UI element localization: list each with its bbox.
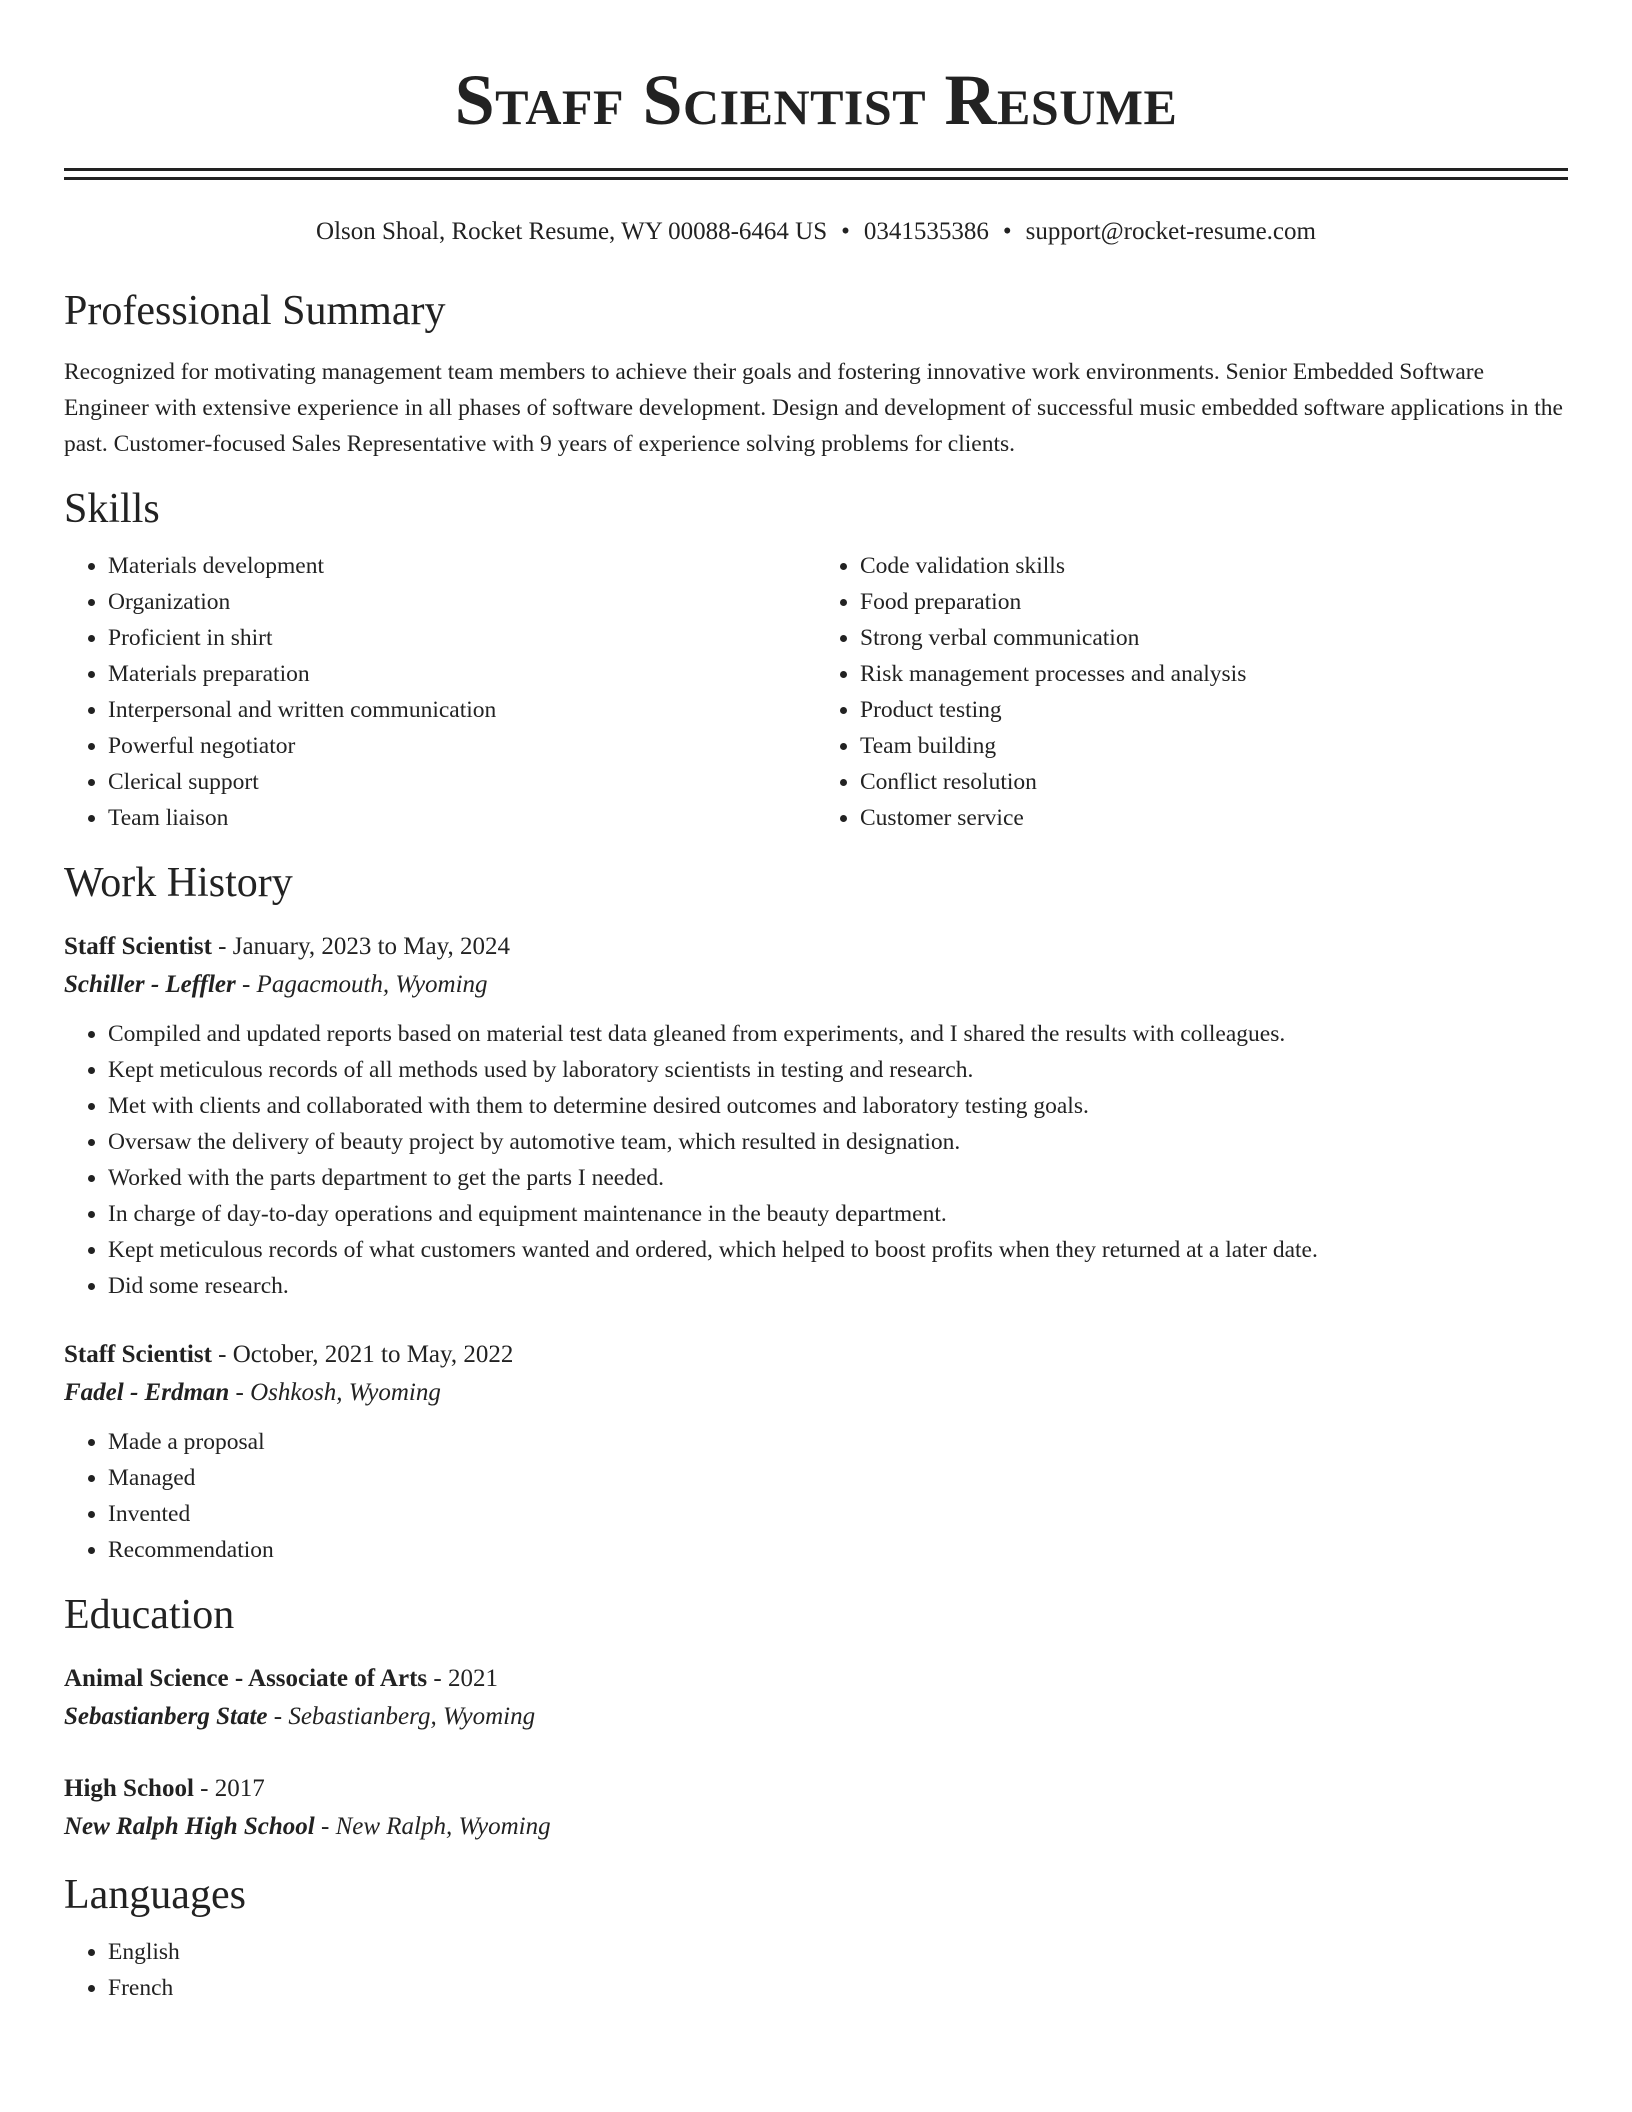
education-school-line — [64, 1808, 1568, 1846]
job-bullet: • Made a proposal — [108, 1424, 1568, 1460]
summary-text: Recognized for motivating management team members to achieve their goals and fostering innovative work environments. Senior Embedded Software Engineer with extensive experience in all phases of software development. Design and development of successful music embedded software applications in the past. Customer-focused Sales Representative with 9 years of experience solving problems for clients. — [64, 359, 1563, 457]
job-title: Staff Scientist — [64, 1341, 212, 1368]
job-bullet: • Kept meticulous records of all methods used by laboratory scientists in testing and research. — [108, 1052, 1568, 1088]
education-entry — [64, 1770, 1568, 1846]
skills-list-right — [816, 548, 1568, 836]
job-bullet: • In charge of day-to-day operations and equipment maintenance in the beauty department. — [108, 1196, 1568, 1232]
education-degree-line — [64, 1660, 1568, 1698]
job-title-line — [64, 1336, 1568, 1374]
job-title-line — [64, 928, 1568, 966]
job-entry — [64, 928, 1568, 1304]
job-company-line — [64, 966, 1568, 1004]
education-location: - New Ralph, Wyoming — [314, 1813, 551, 1840]
education-year: - 2021 — [427, 1665, 498, 1692]
education-entry — [64, 1660, 1568, 1736]
job-bullet: • Invented — [108, 1496, 1568, 1532]
contact-phone: 0341535386 — [863, 218, 989, 245]
job-bullet: • Compiled and updated reports based on material test data gleaned from experiments, and I shared the results with colleagues. — [108, 1016, 1568, 1052]
education-school: New Ralph High School — [64, 1813, 315, 1840]
job-bullet: • Worked with the parts department to get the parts I needed. — [108, 1160, 1568, 1196]
skill-item: • Code validation skills — [860, 548, 1568, 584]
job-location: - Pagacmouth, Wyoming — [235, 971, 488, 998]
education-school-line — [64, 1698, 1568, 1736]
skill-item: • Product testing — [860, 692, 1568, 728]
education-degree: High School — [64, 1775, 194, 1802]
contact-separator: • — [841, 218, 850, 245]
skill-item: • Powerful negotiator — [108, 728, 816, 764]
language-item: • French — [108, 1970, 1568, 2006]
job-bullet: • Managed — [108, 1460, 1568, 1496]
job-bullets — [64, 1424, 1568, 1568]
job-bullet: • Met with clients and collaborated with them to determine desired outcomes and laboratory testing goals. — [108, 1088, 1568, 1124]
job-bullets — [64, 1016, 1568, 1304]
education-degree: Animal Science - Associate of Arts — [64, 1665, 428, 1692]
work-history-heading: Work History — [64, 860, 293, 906]
skill-item: • Team building — [860, 728, 1568, 764]
contact-address: Olson Shoal, Rocket Resume, WY 00088-6464 US — [316, 218, 828, 245]
skill-item: • Organization — [108, 584, 816, 620]
education-degree-line — [64, 1770, 1568, 1808]
skill-item: • Proficient in shirt — [108, 620, 816, 656]
skills-list-left — [64, 548, 816, 836]
skill-item: • Clerical support — [108, 764, 816, 800]
education-location: - Sebastianberg, Wyoming — [267, 1703, 536, 1730]
job-company: Fadel - Erdman — [64, 1379, 230, 1406]
skills-columns — [64, 548, 1568, 836]
job-dates: - October, 2021 to May, 2022 — [211, 1341, 514, 1368]
title-rule-top — [64, 168, 1568, 171]
skill-item: • Team liaison — [108, 800, 816, 836]
skill-item: • Customer service — [860, 800, 1568, 836]
job-bullet: • Kept meticulous records of what customers wanted and ordered, which helped to boost profits when they returned at a later date. — [108, 1232, 1568, 1268]
job-bullet: • Did some research. — [108, 1268, 1568, 1304]
languages-heading: Languages — [64, 1872, 246, 1918]
skill-item: • Interpersonal and written communication — [108, 692, 816, 728]
education-heading: Education — [64, 1592, 235, 1638]
job-dates: - January, 2023 to May, 2024 — [211, 933, 511, 960]
skill-item: • Conflict resolution — [860, 764, 1568, 800]
skill-item: • Risk management processes and analysis — [860, 656, 1568, 692]
summary-heading: Professional Summary — [64, 288, 446, 334]
skill-item: • Strong verbal communication — [860, 620, 1568, 656]
job-company-line — [64, 1374, 1568, 1412]
skills-heading: Skills — [64, 486, 160, 532]
job-title: Staff Scientist — [64, 933, 212, 960]
education-year: - 2017 — [193, 1775, 265, 1802]
skill-item: • Materials preparation — [108, 656, 816, 692]
job-bullet: • Recommendation — [108, 1532, 1568, 1568]
contact-email: support@rocket-resume.com — [1025, 218, 1316, 245]
job-company: Schiller - Leffler — [64, 971, 236, 998]
skill-item: • Food preparation — [860, 584, 1568, 620]
language-item: • English — [108, 1934, 1568, 1970]
languages-list — [64, 1934, 1568, 2006]
contact-line — [64, 214, 1568, 250]
skill-item: • Materials development — [108, 548, 816, 584]
job-entry — [64, 1336, 1568, 1568]
job-location: - Oshkosh, Wyoming — [229, 1379, 441, 1406]
title-rule-bottom — [64, 177, 1568, 180]
education-school: Sebastianberg State — [64, 1703, 268, 1730]
job-bullet: • Oversaw the delivery of beauty project by automotive team, which resulted in designation. — [108, 1124, 1568, 1160]
contact-separator: • — [1002, 218, 1012, 245]
resume-title: Staff Scientist Resume — [454, 60, 1178, 140]
